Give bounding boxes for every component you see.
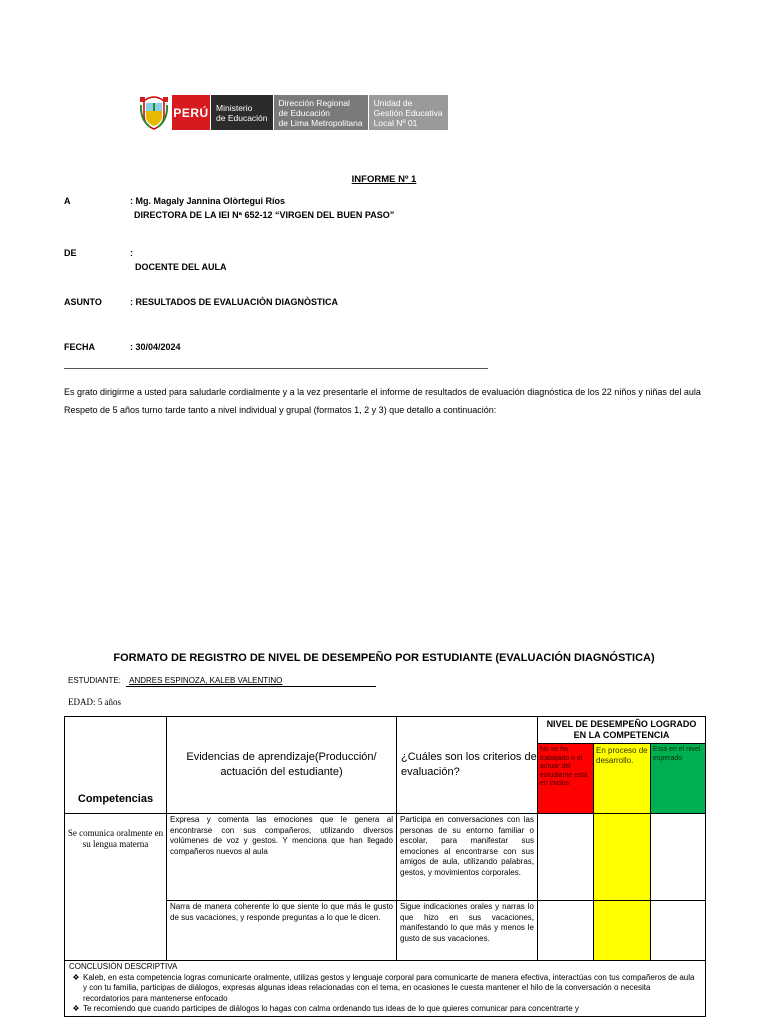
- header-competencias: Competencias: [65, 717, 167, 814]
- unidad-box: [368, 95, 448, 130]
- estudiante-underline: [126, 686, 376, 687]
- asunto-label: ASUNTO: [64, 297, 102, 307]
- a-value: : Mg. Magaly Jannina Olòrtegui Ríos: [130, 196, 286, 206]
- fecha-label: FECHA: [64, 342, 95, 352]
- evidencia-row-2: Narra de manera coherente lo que siente lo que más le gusto de sus vacaciones, y responde preguntas a lo que le dicen.: [167, 901, 397, 961]
- evidencia-row-1: Expresa y comenta las emociones que le genera al encontrarse con sus compañeros, utilizando diversos volúmenes de voz y gestos. Y menciona que han llegado compañeros nuevos al aula: [167, 814, 397, 901]
- edad-label: EDAD:: [68, 697, 96, 707]
- level-proceso-cell-row-2: [594, 901, 651, 961]
- ministerio-line-2: de Educación: [216, 112, 268, 123]
- de-label: DE: [64, 248, 77, 258]
- conclusion-label: CONCLUSIÒN DESCRIPTIVA: [69, 962, 178, 971]
- evaluation-table: [64, 716, 706, 1017]
- peru-label: PERÚ: [172, 95, 210, 130]
- intro-paragraph: Es grato dirigirme a usted para saludarle cordialmente y a la vez presentarle el informe de resultados de evaluación diagnóstica de los 22 niños y niñas del aula Respeto de 5 años turno tarde tanto a nivel individual y grupal (formatos 1, 2 y 3) que detallo a continuación:: [64, 387, 701, 415]
- a-label: A: [64, 196, 71, 206]
- level-esperado-cell-row-1: [651, 814, 706, 901]
- level-inicio-cell-row-2: [538, 901, 594, 961]
- fecha-value: : 30/04/2024: [130, 342, 181, 352]
- diamond-bullet-icon: ❖: [72, 972, 80, 982]
- criterio-row-2: Sigue indicaciones orales y narras lo que hizo en sus vacaciones, manifestando lo que más y menos le gusto de sus vacaciones.: [397, 901, 538, 961]
- header-logo: [140, 95, 448, 130]
- conclusion-bullet-2-text: Te recomiendo que cuando participes de diálogos lo hagas con calma ordenando tus ideas de lo que quieres comunicar para concentrarte y: [83, 1004, 579, 1013]
- asunto-value: : RESULTADOS DE EVALUACIÒN DIAGNÒSTICA: [130, 297, 339, 307]
- level-proceso-cell-row-1: [594, 814, 651, 901]
- level-esperado: Está en el nivel esperado: [651, 744, 706, 814]
- level-inicio-cell-row-1: [538, 814, 594, 901]
- estudiante-label: ESTUDIANTE:: [68, 676, 121, 685]
- level-inicio: No se ha trabajado o el actuar del estudiante está en inicios: [538, 744, 594, 814]
- estudiante-value: ANDRES ESPINOZA, KALEB VALENTINO: [129, 676, 283, 685]
- level-proceso: En proceso de desarrollo.: [594, 744, 651, 814]
- peru-coat-of-arms-icon: [140, 95, 168, 130]
- competencia-cell: Se comunica oralmente en su lengua materna: [65, 814, 167, 961]
- diamond-bullet-icon: ❖: [72, 1004, 80, 1013]
- criterio-row-1: Participa en conversaciones con las personas de su entorno familiar o escolar, para manifestar sus emociones al encontrarse con sus amigos de aula, utilizando palabras, gestos, y movimientos corporales.: [397, 814, 538, 901]
- ministerio-line-1: Ministerio: [216, 102, 253, 113]
- direccion-line-3: de Lima Metropolitana: [278, 117, 363, 128]
- a-value-2: DIRECTORA DE LA IEI Nª 652-12 “VIRGEN DEL BUEN PASO”: [134, 210, 395, 220]
- direccion-line-2: de Educación: [278, 107, 331, 118]
- conclusion-bullet-1-text: Kaleb, en esta competencia logras comunicarte oralmente, utilizas gestos y lenguaje corporal para comunicarte de manera efectiva, interactúas con tus compañeros de aula y con tu familia, participas de diálogos, expresas algunas ideas relacionadas con el tema, en ocasiones le cuesta mantener el hilo de la conversación o necesita recordatorios para mantenerse enfocado: [83, 972, 695, 1003]
- ministerio-box: [210, 95, 273, 130]
- informe-title: INFORME Nº 1: [351, 174, 417, 185]
- edad-field: [68, 697, 121, 707]
- header-nivel: NIVEL DE DESEMPEÑO LOGRADO EN LA COMPETENCIA: [538, 717, 706, 744]
- conclusion-bullet-2: [69, 1004, 701, 1015]
- header-evidencias: Evidencias de aprendizaje(Producción/ actuación del estudiante): [167, 717, 397, 814]
- level-esperado-cell-row-2: [651, 901, 706, 961]
- header-criterios: ¿Cuáles son los criterios de evaluación?: [397, 717, 538, 814]
- direccion-box: [273, 95, 368, 130]
- estudiante-field: [68, 676, 282, 685]
- direccion-line-1: Dirección Regional: [278, 97, 350, 108]
- formato-title: FORMATO DE REGISTRO DE NIVEL DE DESEMPEÑO POR ESTUDIANTE (EVALUACIÓN DIAGNÓSTICA): [113, 652, 655, 664]
- unidad-line-3: Local Nº 01: [373, 117, 418, 128]
- unidad-line-1: Unidad de: [373, 97, 413, 108]
- conclusion-bullet-1: [69, 973, 701, 1005]
- de-value: :: [130, 248, 133, 258]
- de-value-2: DOCENTE DEL AULA: [135, 262, 227, 272]
- unidad-line-2: Gestión Educativa: [373, 107, 443, 118]
- conclusion-cell: [65, 961, 706, 1017]
- edad-value: 5 años: [97, 697, 121, 707]
- separator-line: [64, 368, 488, 369]
